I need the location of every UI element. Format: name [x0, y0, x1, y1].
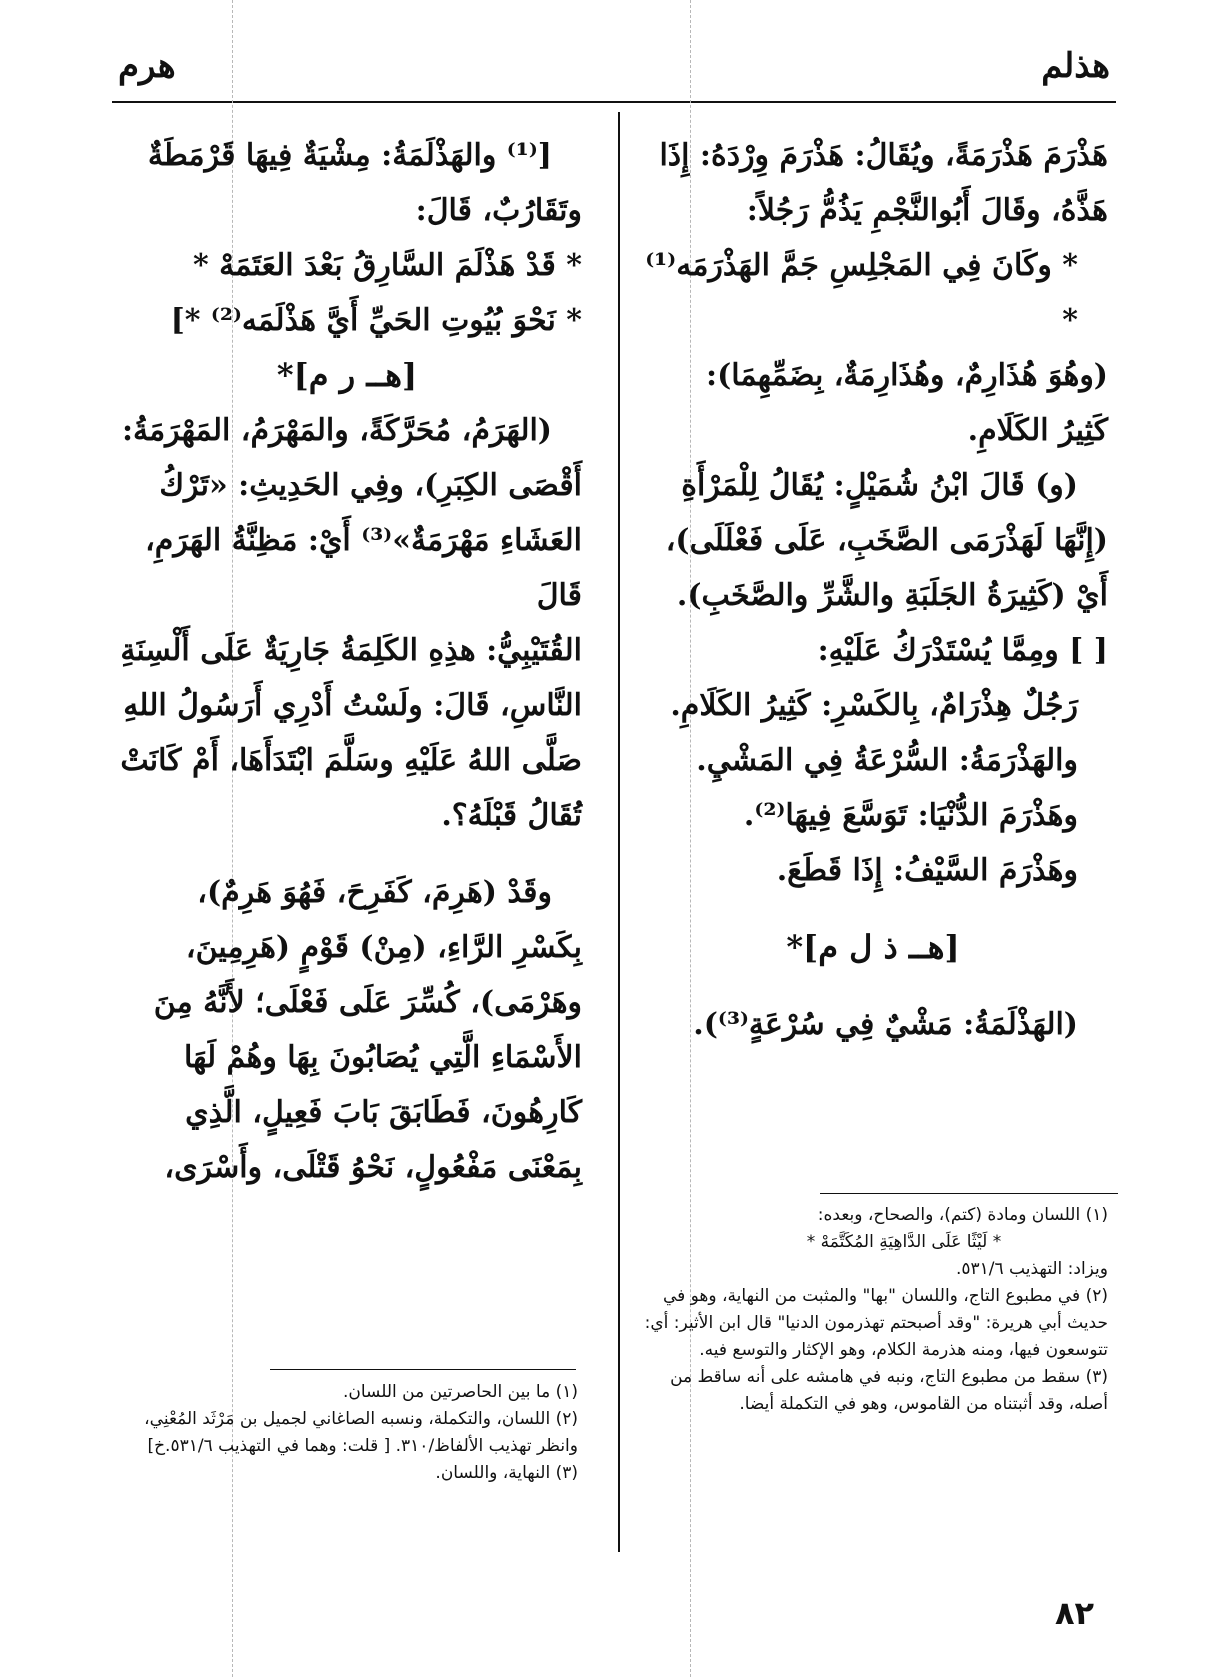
footnote-3: (٣) النهاية، واللسان. [435, 1463, 578, 1483]
text-line: والهَذْرَمَةُ: السُّرْعَةُ فِي المَشْيِ. [696, 743, 1078, 778]
verse-line: * قَدْ هَذْلَمَ السَّارِقُ بَعْدَ العَتَمَهْ * [193, 248, 582, 283]
footnote-2: (٢) اللسان، والتكملة، ونسبه الصاغاني لجميل بن مَرْثَد المُعْنِي، وانظر تهذيب الألفاظ/٣١٠. [ قلت: وهما في التهذيب ٥٣١/٦.خ] [144, 1409, 578, 1456]
text-line: القُتَيْبِيُّ: هذِهِ الكَلِمَةُ جَارِيَةٌ عَلَى أَلْسِنَةِ [120, 633, 582, 668]
footnote-2: (٢) في مطبوع التاج، واللسان "بها" والمثبت من النهاية، وهو في حديث أبي هريرة: "وقد أصبحتم تهذرمون الدنيا" قال ابن الأثير: أي: تتوسعون فيها، ومنه هذرمة الكلام، وهو الإكثار والتوسع فيه. [644, 1286, 1108, 1360]
text-line: الأَسْمَاءِ الَّتِي يُصَابُونَ بِهَا وهُمْ لَهَا [183, 1040, 582, 1075]
text-line: (إِنَّهَا لَهَذْرَمَى الصَّخَبِ، عَلَى فَعْلَلَى)، [665, 523, 1108, 558]
text-line: [⁽¹⁾ والهَذْلَمَةُ: مِشْيَةٌ فِيهَا قَرْمَطَةٌ [147, 138, 552, 173]
footnotes-right [640, 1202, 1108, 1418]
footnote-rule-left [270, 1369, 576, 1370]
text-line: (الهَذْلَمَةُ: مَشْيٌ فِي سُرْعَةٍ⁽³⁾). [693, 1007, 1078, 1042]
text-line: العَشَاءِ مَهْرَمَةٌ»⁽³⁾ أَيْ: مَظِنَّةُ الهَرَمِ، قَالَ [145, 523, 582, 613]
text-line: تُقَالُ قَبْلَهُ؟. [441, 798, 582, 833]
text-line: هَذْرَمَ هَذْرَمَةً، ويُقَالُ: هَذْرَمَ وِرْدَهُ: إِذَا [659, 138, 1108, 173]
text-line: أَقْصَى الكِبَرِ)، وفِي الحَدِيثِ: «تَرْكُ [159, 468, 582, 503]
text-line: وهَرْمَى)، كُسِّرَ عَلَى فَعْلَى؛ لأَنَّهُ مِنَ [153, 985, 582, 1020]
text-line: وهَذْرَمَ السَّيْفُ: إِذَا قَطَعَ. [776, 853, 1078, 888]
footnote-1: (١) اللسان ومادة (كتم)، والصحاح، وبعده: [817, 1205, 1108, 1225]
text-line: النَّاسِ، قَالَ: ولَسْتُ أَدْرِي أَرَسُولُ اللهِ [123, 688, 582, 723]
root-heading: [هــ ر م]* [276, 356, 418, 394]
text-line: رَجُلٌ هِذْرَامٌ، بِالكَسْرِ: كَثِيرُ الكَلَامِ. [670, 688, 1078, 723]
spacer [638, 975, 1108, 997]
text-line: (وهُوَ هُذَارِمٌ، وهُذَارِمَةٌ، بِضَمِّهِمَا): [706, 358, 1108, 393]
running-header-left: هرم [118, 46, 176, 86]
left-column [112, 128, 582, 1195]
verse-line: * وكَانَ فِي المَجْلِسِ جَمَّ الهَذْرَمَه⁽¹⁾ * [645, 248, 1078, 338]
footnote-3: (٣) سقط من مطبوع التاج، ونبه في هامشه على أنه ساقط من أصله، وقد أثبتناه من القاموس، وهو في التكملة أيضا. [670, 1367, 1108, 1414]
spacer [112, 843, 582, 865]
text-line: كَثِيرُ الكَلَامِ. [967, 413, 1108, 448]
text-line: وهَذْرَمَ الدُّنْيَا: تَوَسَّعَ فِيهَا⁽²⁾. [743, 798, 1078, 833]
footnotes-left [116, 1379, 578, 1487]
right-column [638, 128, 1108, 1052]
text-line: وتَقَارُبٌ، قَالَ: [415, 193, 582, 228]
text-line: (الهَرَمُ، مُحَرَّكَةً، والمَهْرَمُ، المَهْرَمَةُ: [121, 413, 552, 448]
text-line: أَيْ (كَثِيرَةُ الجَلَبَةِ والشَّرِّ والصَّخَبِ). [676, 578, 1108, 613]
column-divider [618, 112, 620, 1552]
running-header-right: هذلم [1041, 46, 1110, 86]
text-line: كَارِهُونَ، فَطَابَقَ بَابَ فَعِيلٍ، الَّذِي [185, 1095, 582, 1130]
verse-line: * نَحْوَ بُيُوتِ الحَيِّ أَيَّ هَذْلَمَه⁽²⁾ *] [170, 303, 582, 338]
text-line: (و) قَالَ ابْنُ شُمَيْلٍ: يُقَالُ لِلْمَرْأَةِ [681, 468, 1078, 503]
footnote-rule-right [820, 1193, 1118, 1194]
text-line: صَلَّى اللهُ عَلَيْهِ وسَلَّمَ ابْتَدَأَهَا، أَمْ كَانَتْ [120, 743, 582, 778]
footnote-verse: * لَيْثًا عَلَى الدَّاهِيَةِ المُكَتَّمَهْ * [806, 1232, 1002, 1252]
text-line: وقَدْ (هَرِمَ، كَفَرِحَ، فَهُوَ هَرِمٌ)، [197, 875, 552, 910]
page-number: ٨٢ [1054, 1594, 1094, 1632]
footnote-1: (١) ما بين الحاصرتين من اللسان. [342, 1382, 578, 1402]
text-line: بِكَسْرِ الرَّاءِ، (مِنْ) قَوْمٍ (هَرِمِينَ، [185, 930, 582, 965]
spacer [638, 898, 1108, 920]
footnote-1-cont: ويزاد: التهذيب ٥٣١/٦. [955, 1259, 1108, 1279]
text-line: بِمَعْنَى مَفْعُولٍ، نَحْوُ قَتْلَى، وأَسْرَى، [164, 1150, 582, 1185]
header-rule [112, 101, 1116, 103]
text-line: [ ] ومِمَّا يُسْتَدْرَكُ عَلَيْهِ: [817, 633, 1108, 668]
root-heading: [هــ ذ ل م]* [786, 928, 960, 966]
text-line: هَذَّهُ، وقَالَ أَبُوالنَّجْمِ يَذُمُّ رَجُلاً: [746, 193, 1108, 228]
